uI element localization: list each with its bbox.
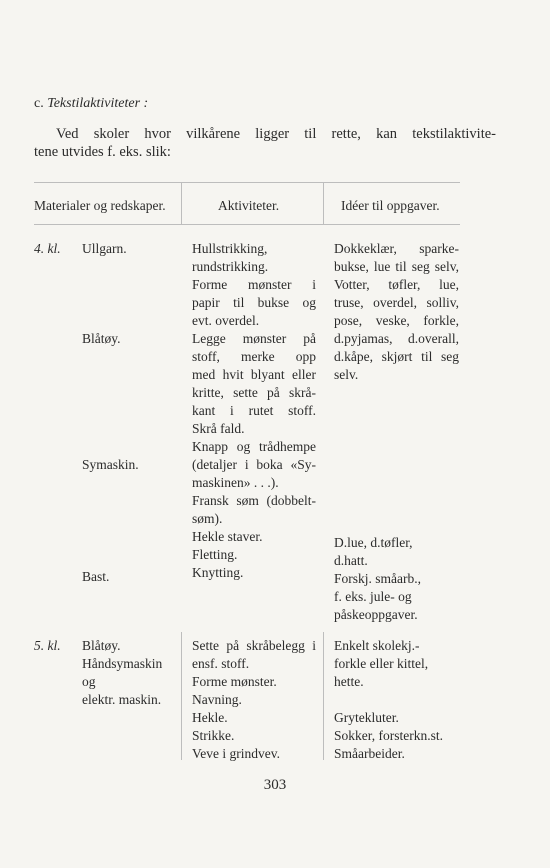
activity-line: Sette på skråbelegg i — [192, 638, 316, 653]
header-divider-2 — [323, 182, 324, 224]
activity-line: Fletting. — [192, 547, 238, 562]
activity-line: evt. overdel. — [192, 313, 260, 328]
activity-line: med hvit blyant eller — [192, 367, 316, 382]
idea-line: D.lue, d.tøfler, — [334, 535, 413, 550]
activity-line: rundstrikking. — [192, 259, 269, 274]
column-header-materials: Materialer og redskaper. — [34, 198, 166, 213]
idea-line: hette. — [334, 674, 364, 689]
activity-line: Navning. — [192, 692, 242, 707]
activity-line: Skrå fald. — [192, 421, 245, 436]
idea-line: Votter, tøfler, lue, — [334, 277, 459, 292]
grade5-divider-1 — [181, 632, 182, 760]
table-top-rule — [34, 182, 460, 183]
activity-line: Hekle. — [192, 710, 228, 725]
grade4-ideas — [334, 240, 459, 384]
activity-line: søm). — [192, 511, 223, 526]
activity-line: Hullstrikking, — [192, 241, 268, 256]
grade5-activities — [192, 637, 316, 763]
column-header-activities: Aktiviteter. — [218, 198, 280, 213]
idea-line: Sokker, forsterkn.st. — [334, 728, 443, 743]
grade4-material-bast: Bast. — [82, 569, 110, 584]
idea-line: påskeoppgaver. — [334, 607, 418, 622]
idea-line: d.pyjamas, d.overall, — [334, 331, 459, 346]
idea-line: Forskj. småarb., — [334, 571, 421, 586]
table-header-rule — [34, 224, 460, 225]
activity-line: Strikke. — [192, 728, 235, 743]
material-line: Håndsymaskin — [82, 656, 163, 671]
idea-line: truse, overdel, solliv, — [334, 295, 459, 310]
grade4-material-blatoy: Blåtøy. — [82, 331, 121, 346]
activity-line: kant i rutet stoff. — [192, 403, 316, 418]
activity-line: kritte, sette på skrå- — [192, 385, 316, 400]
grade4-activities — [192, 240, 316, 582]
activity-line: Knapp og trådhempe — [192, 439, 316, 454]
idea-line: forkle eller kittel, — [334, 656, 429, 671]
grade5-ideas — [334, 637, 459, 763]
activity-line: ensf. stoff. — [192, 656, 250, 671]
idea-line: selv. — [334, 367, 359, 382]
idea-line: d.kåpe, skjørt til seg — [334, 349, 459, 364]
section-title: Tekstilaktiviteter : — [47, 96, 149, 111]
activity-line: Fransk søm (dobbelt- — [192, 493, 316, 508]
idea-line: bukse, lue til seg selv, — [334, 259, 459, 274]
material-line: elektr. maskin. — [82, 692, 162, 707]
column-header-ideas: Idéer til oppgaver. — [341, 198, 440, 213]
grade5-materials — [82, 637, 162, 709]
grade4-label: 4. kl. — [34, 241, 61, 256]
idea-line: d.hatt. — [334, 553, 368, 568]
activity-line: Veve i grindvev. — [192, 746, 280, 761]
activity-line: Legge mønster på — [192, 331, 316, 346]
grade5-divider-2 — [323, 632, 324, 760]
page-number: 303 — [263, 777, 287, 793]
grade5-label: 5. kl. — [34, 638, 61, 653]
grade4-material-symaskin: Symaskin. — [82, 457, 139, 472]
idea-line: Enkelt skolekj.- — [334, 638, 420, 653]
intro-line-1: Ved skoler hvor vilkårene ligger til rette, kan tekstilaktivite- — [56, 126, 496, 142]
activity-line: stoff, merke opp — [192, 349, 316, 364]
intro-line-2: tene utvides f. eks. slik: — [34, 144, 171, 160]
idea-spacer — [334, 691, 459, 709]
activity-line: Knytting. — [192, 565, 244, 580]
activity-line: (detaljer i boka «Sy- — [192, 457, 316, 472]
idea-line: pose, veske, forkle, — [334, 313, 459, 328]
section-heading — [34, 96, 148, 112]
grade4-ideas-bast — [334, 534, 459, 624]
activity-line: Hekle staver. — [192, 529, 263, 544]
idea-line: Grytekluter. — [334, 710, 399, 725]
activity-line: Forme mønster. — [192, 674, 277, 689]
idea-line: f. eks. jule- og — [334, 589, 412, 604]
activity-line: maskinen» . . .). — [192, 475, 279, 490]
grade4-material-ullgarn: Ullgarn. — [82, 241, 127, 256]
idea-line: Dokkeklær, sparke- — [334, 241, 459, 256]
section-letter: c. — [34, 96, 44, 111]
header-divider-1 — [181, 182, 182, 224]
material-line: Blåtøy. — [82, 638, 121, 653]
idea-line: Småarbeider. — [334, 746, 405, 761]
activity-line: papir til bukse og — [192, 295, 316, 310]
material-line: og — [82, 674, 96, 689]
activity-line: Forme mønster i — [192, 277, 316, 292]
